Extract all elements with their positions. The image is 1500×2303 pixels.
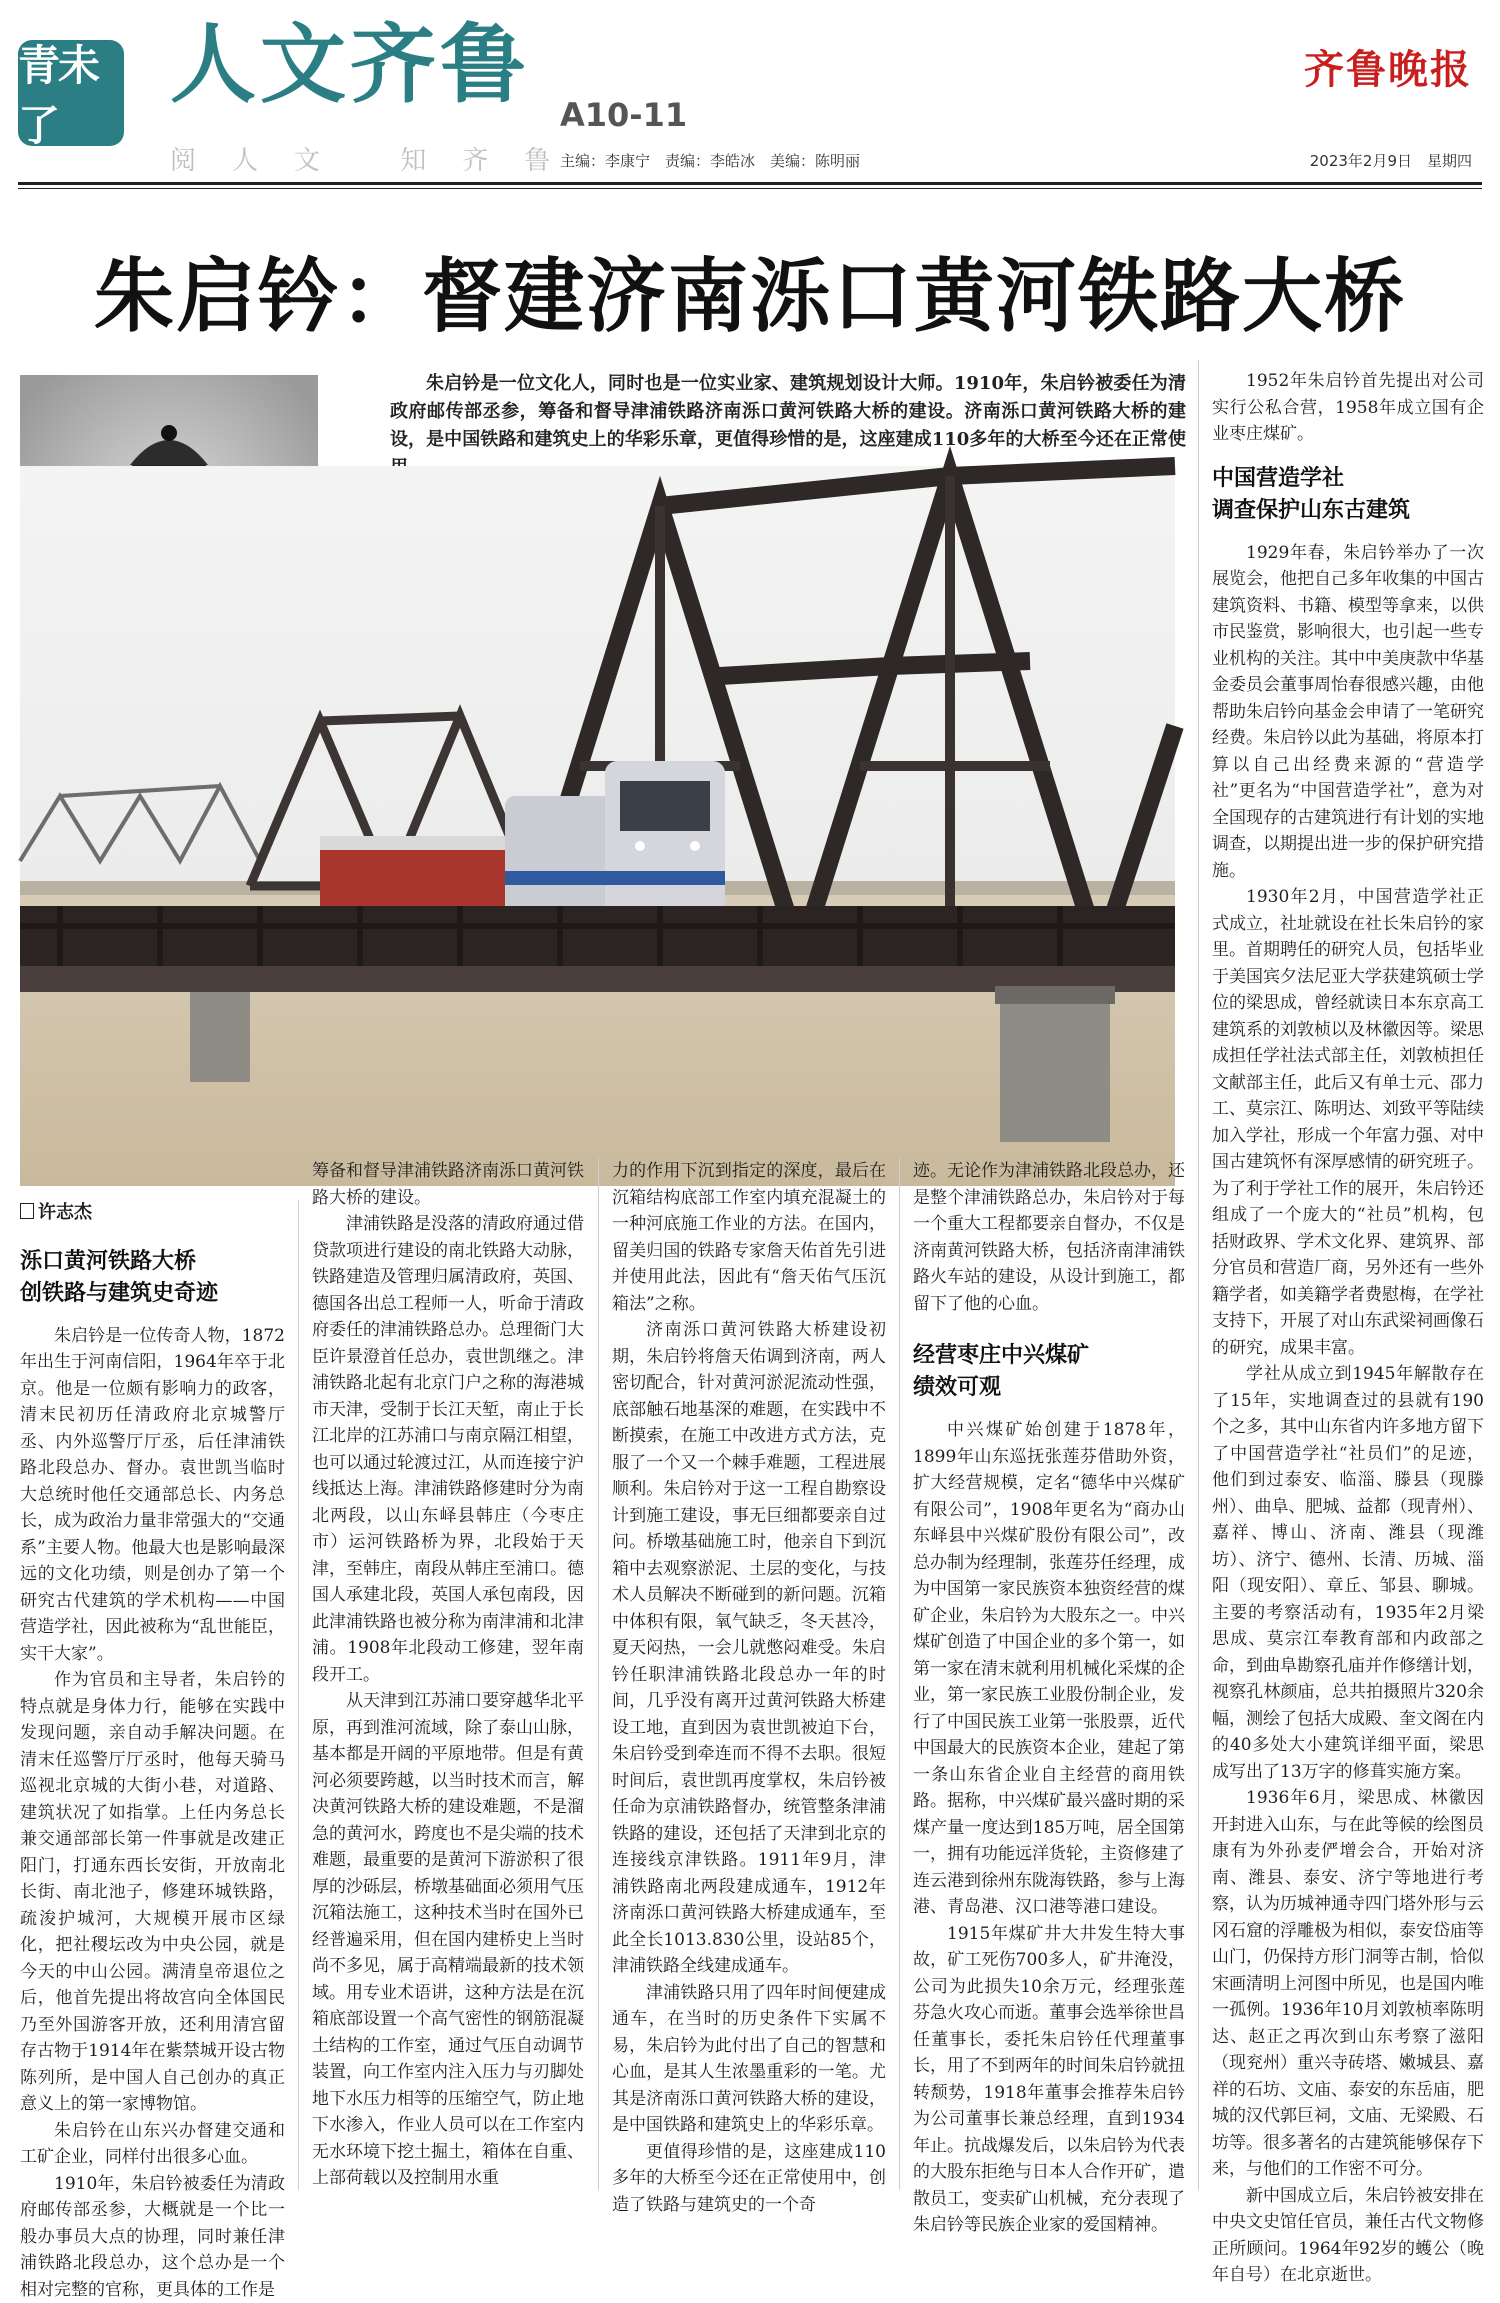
article-column-4	[913, 1158, 1185, 2190]
bridge-photo	[20, 466, 1175, 1186]
paragraph: 新中国成立后，朱启钤被安排在中央文史馆任官员，兼任古代文物修正所顾问。1964年92岁的蠖公（晚年自号）在北京逝世。	[1212, 2183, 1484, 2289]
paragraph: 朱启钤在山东兴办督建交通和工矿企业，同样付出很多心血。	[20, 2118, 285, 2171]
paragraph: 津浦铁路只用了四年时间便建成通车，在当时的历史条件下实属不易，朱启钤为此付出了自己的智慧和心血，是其人生浓墨重彩的一笔。尤其是济南泺口黄河铁路大桥的建设，是中国铁路和建筑史上的华彩乐章。	[612, 1980, 886, 2139]
newspaper-brand: 齐鲁晚报	[1304, 38, 1472, 95]
masthead-rule-thin	[18, 188, 1482, 189]
article-column-5	[1212, 368, 1484, 2190]
section-title: 人文齐鲁	[170, 22, 530, 108]
editors-credit: 主编：李康宁 责编：李皓冰 美编：陈明丽	[560, 150, 860, 171]
subhead-luokou-bridge	[20, 1245, 285, 1309]
subhead-zhongxing-coal	[913, 1339, 1185, 1403]
paragraph: 迹。无论作为津浦铁路北段总办，还是整个津浦铁路总办，朱启钤对于每一个重大工程都要亲自督办，不仅是济南黄河铁路大桥，包括济南津浦铁路火车站的建设，从设计到施工，都留下了他的心血。	[913, 1158, 1185, 1317]
column-divider	[598, 1158, 599, 2190]
byline-author: 许志杰	[38, 1202, 92, 1223]
paragraph: 学社从成立到1945年解散存在了15年，实地调查过的县就有190个之多，其中山东省内许多地方留下了中国营造学社“社员们”的足迹，他们到过泰安、临淄、滕县（现滕州）、曲阜、肥城、益都（现青州）、嘉祥、博山、济南、潍县（现潍坊）、济宁、德州、长清、历城、淄阳（现安阳）、章丘、邹县、聊城。主要的考察活动有，1935年2月梁思成、莫宗江奉教育部和内政部之命，到曲阜勘察孔庙并作修缮计划，视察孔林颜庙，总共拍摄照片320余幅，测绘了包括大成殿、奎文阁在内的40多处大小建筑详细平面，梁思成写出了13万字的修葺实施方案。	[1212, 1361, 1484, 1785]
section-tagline: 阅人文 知齐鲁	[170, 140, 586, 177]
subhead-line: 绩效可观	[913, 1371, 1185, 1403]
subhead-line: 中国营造学社	[1212, 462, 1484, 494]
paragraph: 1936年6月，梁思成、林徽因开封进入山东，与在此等候的绘图员康有为外孙麦俨增会合，开始对济南、潍县、泰安、济宁等地进行考察，认为历城神通寺四门塔外形与云冈石窟的浮雕极为相似，泰安岱庙等山门，仍保持方形门洞等古制，恰似宋画清明上河图中所见，也是国内唯一孤例。1936年10月刘敦桢率陈明达、赵正之再次到山东考察了滋阳（现兖州）重兴寺砖塔、嫩城县、嘉祥的石坊、文庙、泰安的东岳庙，肥城的汉代郭巨祠，文庙、无梁殿、石坊等。很多著名的古建筑能够保存下来，与他们的工作密不可分。	[1212, 1785, 1484, 2183]
subhead-line: 调查保护山东古建筑	[1212, 494, 1484, 526]
section-logo: 青未了	[18, 40, 124, 146]
article-column-3	[612, 1158, 886, 2190]
paragraph: 济南泺口黄河铁路大桥建设初期，朱启钤将詹天佑调到济南，两人密切配合，针对黄河淤泥流动性强，底部触石地基深的难题，在实践中不断摸索，在施工中改进方式方法，克服了一个又一个棘手难题，工程进展顺利。朱启钤对于这一工程自勘察设计到施工建设，事无巨细都要亲自过问。桥墩基础施工时，他亲自下到沉箱中去观察淤泥、土层的变化，与技术人员解决不断碰到的新问题。沉箱中体积有限，氧气缺乏，冬天甚冷，夏天闷热，一会儿就憋闷难受。朱启钤任职津浦铁路北段总办一年的时间，几乎没有离开过黄河铁路大桥建设工地，直到因为袁世凯被迫下台，朱启钤受到牵连而不得不去职。很短时间后，袁世凯再度掌权，朱启钤被任命为京浦铁路督办，统管整条津浦铁路的建设，还包括了天津到北京的连接线京津铁路。1911年9月，津浦铁路南北两段建成通车，1912年济南泺口黄河铁路大桥建成通车，至此全长1013.830公里，设站85个，津浦铁路全线建成通车。	[612, 1317, 886, 1980]
article-column-1	[20, 1200, 285, 2190]
paragraph: 中兴煤矿始创建于1878年，1899年山东巡抚张莲芬借助外资，扩大经营规模，定名“德华中兴煤矿有限公司”，1908年更名为“商办山东峄县中兴煤矿股份有限公司”，改总办制为经理制，张莲芬任经理，成为中国第一家民族资本独资经营的煤矿企业，朱启钤为大股东之一。中兴煤矿创造了中国企业的多个第一，如第一家在清末就利用机械化采煤的企业，第一家民族工业股份制企业，发行了中国民族工业第一张股票，近代中国最大的民族资本企业，建起了第一条山东省企业自主经营的商用铁路。据称，中兴煤矿最兴盛时期的采煤产量一度达到185万吨，居全国第一，拥有功能远洋货轮，主资修建了连云港到徐州东陇海铁路，参与上海港、青岛港、汉口港等港口建设。	[913, 1417, 1185, 1921]
paragraph: 1910年，朱启钤被委任为清政府邮传部丞参，大概就是一个比一般办事员大点的协理，同时兼任津浦铁路北段总办，这个总办是一个相对完整的官称，更具体的工作是	[20, 2171, 285, 2303]
paragraph: 1952年朱启钤首先提出对公司实行公私合营，1958年成立国有企业枣庄煤矿。	[1212, 368, 1484, 448]
bridge-illustration	[20, 466, 1175, 1186]
paragraph: 1915年煤矿井大井发生特大事故，矿工死伤700多人，矿井淹没，公司为此损失10余万元，经理张莲芬急火攻心而逝。董事会选举徐世昌任董事长，委托朱启钤任代理董事长，用了不到两年的时间朱启钤就扭转颓势，1918年董事会推荐朱启钤为公司董事长兼总经理，直到1934年止。抗战爆发后，以朱启钤为代表的大股东拒绝与日本人合作开矿，遣散员工，变卖矿山机械，充分表现了朱启钤等民族企业家的爱国精神。	[913, 1921, 1185, 2239]
masthead-rule	[18, 182, 1482, 185]
article-lead: 朱启钤是一位文化人，同时也是一位实业家、建筑规划设计大师。1910年，朱启钤被委任为清政府邮传部丞参，筹备和督导津浦铁路济南泺口黄河铁路大桥的建设。济南泺口黄河铁路大桥的建设，是中国铁路和建筑史上的华彩乐章，更值得珍惜的是，这座建成110多年的大桥至今还在正常使	[390, 370, 1186, 482]
byline-box-icon	[20, 1203, 34, 1219]
paragraph: 从天津到江苏浦口要穿越华北平原，再到淮河流域，除了泰山山脉，基本都是开阔的平原地带。但是有黄河必须要跨越，以当时技术而言，解决黄河铁路大桥的建设难题，不是溜急的黄河水，跨度也不是尖端的技术难题，最重要的是黄河下游淤积了很厚的沙砾层，桥墩基础面必须用气压沉箱法施工，这种技术当时在国外已经普遍采用，但在国内建桥史上当时尚不多见，属于高精端最新的技术领域。用专业术语讲，这种方法是在沉箱底部设置一个高气密性的钢筋混凝土结构的工作室，通过气压自动调节装置，向工作室内注入压力与刃脚处地下水压力相等的压缩空气，防止地下水渗入，作业人员可以在工作室内无水环境下挖土掘土，箱体在自重、上部荷载以及控制用水重	[312, 1688, 584, 2192]
paragraph: 1929年春，朱启钤举办了一次展览会，他把自己多年收集的中国古建筑资料、书籍、模型等拿来，以供市民鉴赏，影响很大，也引起一些专业机构的关注。其中中美庚款中华基金委员会董事周怡春很感兴趣，由他帮助朱启钤向基金会申请了一笔研究经费。朱启钤以此为基础，将原本打算以自己出经费来源的“营造学社”更名为“中国营造学社”，意为对全国现存的古建筑进行有计划的实地调查，以期提出进一步的保护研究措施。	[1212, 540, 1484, 885]
byline	[20, 1200, 285, 1227]
column-divider	[298, 1200, 299, 2190]
subhead-line: 经营枣庄中兴煤矿	[913, 1339, 1185, 1371]
paragraph: 力的作用下沉到指定的深度，最后在沉箱结构底部工作室内填充混凝土的一种河底施工作业的方法。在国内，留美归国的铁路专家詹天佑首先引进并使用此法，因此有“詹天佑气压沉箱法”之称。	[612, 1158, 886, 1317]
column-divider	[899, 1158, 900, 2190]
article-column-2	[312, 1158, 584, 2190]
page-number: A10-11	[560, 96, 687, 134]
article-headline: 朱启钤：督建济南泺口黄河铁路大桥	[0, 232, 1500, 347]
subhead-line: 创铁路与建筑史奇迹	[20, 1277, 285, 1309]
subhead-line: 泺口黄河铁路大桥	[20, 1245, 285, 1277]
issue-date: 2023年2月9日 星期四	[1310, 150, 1472, 171]
paragraph: 更值得珍惜的是，这座建成110多年的大桥至今还在正常使用中，创造了铁路与建筑史的一个奇	[612, 2139, 886, 2219]
paragraph: 作为官员和主导者，朱启钤的特点就是身体力行，能够在实践中发现问题，亲自动手解决问题。在清末任巡警厅厅丞时，他每天骑马巡视北京城的大街小巷，对道路、建筑状况了如指掌。上任内务总长兼交通部部长第一件事就是改建正阳门，打通东西长安街，开放南北长街、南北池子，修建环城铁路，疏浚护城河，大规模开展市区绿化，把社稷坛改为中央公园，就是今天的中山公园。满清皇帝退位之后，他首先提出将故宫向全体国民乃至外国游客开放，还利用清宫留存古物于1914年在紫禁城开设古物陈列所，是中国人自己创办的真正意义上的第一家博物馆。	[20, 1667, 285, 2118]
column-divider	[1198, 360, 1199, 2190]
subhead-yingzao-society	[1212, 462, 1484, 526]
paragraph: 朱启钤是一位传奇人物，1872年出生于河南信阳，1964年卒于北京。他是一位颇有影响力的政客，清末民初历任清政府北京城警厅丞、内外巡警厅厅丞，后任津浦铁路北段总办、督办。袁世凯当临时大总统时他任交通部总长、内务总长，成为政治力量非常强大的“交通系”主要人物。他最大也是影响最深远的文化功绩，则是创办了第一个研究古代建筑的学术机构——中国营造学社，因此被称为“乱世能臣，实干大家”。	[20, 1323, 285, 1668]
paragraph: 筹备和督导津浦铁路济南泺口黄河铁路大桥的建设。	[312, 1158, 584, 1211]
paragraph: 1930年2月，中国营造学社正式成立，社址就设在社长朱启钤的家里。首期聘任的研究人员，包括毕业于美国宾夕法尼亚大学获建筑硕士学位的梁思成，曾经就读日本东京高工建筑系的刘敦桢以及林徽因等。梁思成担任学社法式部主任，刘敦桢担任文献部主任，此后又有单士元、邵力工、莫宗江、陈明达、刘致平等陆续加入学社，形成一个年富力强、对中国古建筑怀有深厚感情的研究班子。为了利于学社工作的展开，朱启钤还组成了一个庞大的“社员”机构，包括财政界、学术文化界、建筑界、部分官员和营造厂商，另外还有一些外籍学者，如美籍学者费慰梅，在学社支持下，开展了对山东武梁祠画像石的研究，成果丰富。	[1212, 884, 1484, 1361]
paragraph: 津浦铁路是没落的清政府通过借贷款项进行建设的南北铁路大动脉，铁路建造及管理归属清政府，英国、德国各出总工程师一人，听命于清政府委任的津浦铁路总办。总理衙门大臣许景澄首任总办，袁世凯继之。津浦铁路北起有北京门户之称的海港城市天津，受制于长江天堑，南止于长江北岸的江苏浦口与南京隔江相望，也可以通过轮渡过江，从而连接宁沪线抵达上海。津浦铁路修建时分为南北两段，以山东峄县韩庄（今枣庄市）运河铁路桥为界，北段始于天津，至韩庄，南段从韩庄至浦口。德国人承建北段，英国人承包南段，因此津浦铁路也被分称为南津浦和北津浦。1908年北段动工修建，翌年南段开工。	[312, 1211, 584, 1688]
